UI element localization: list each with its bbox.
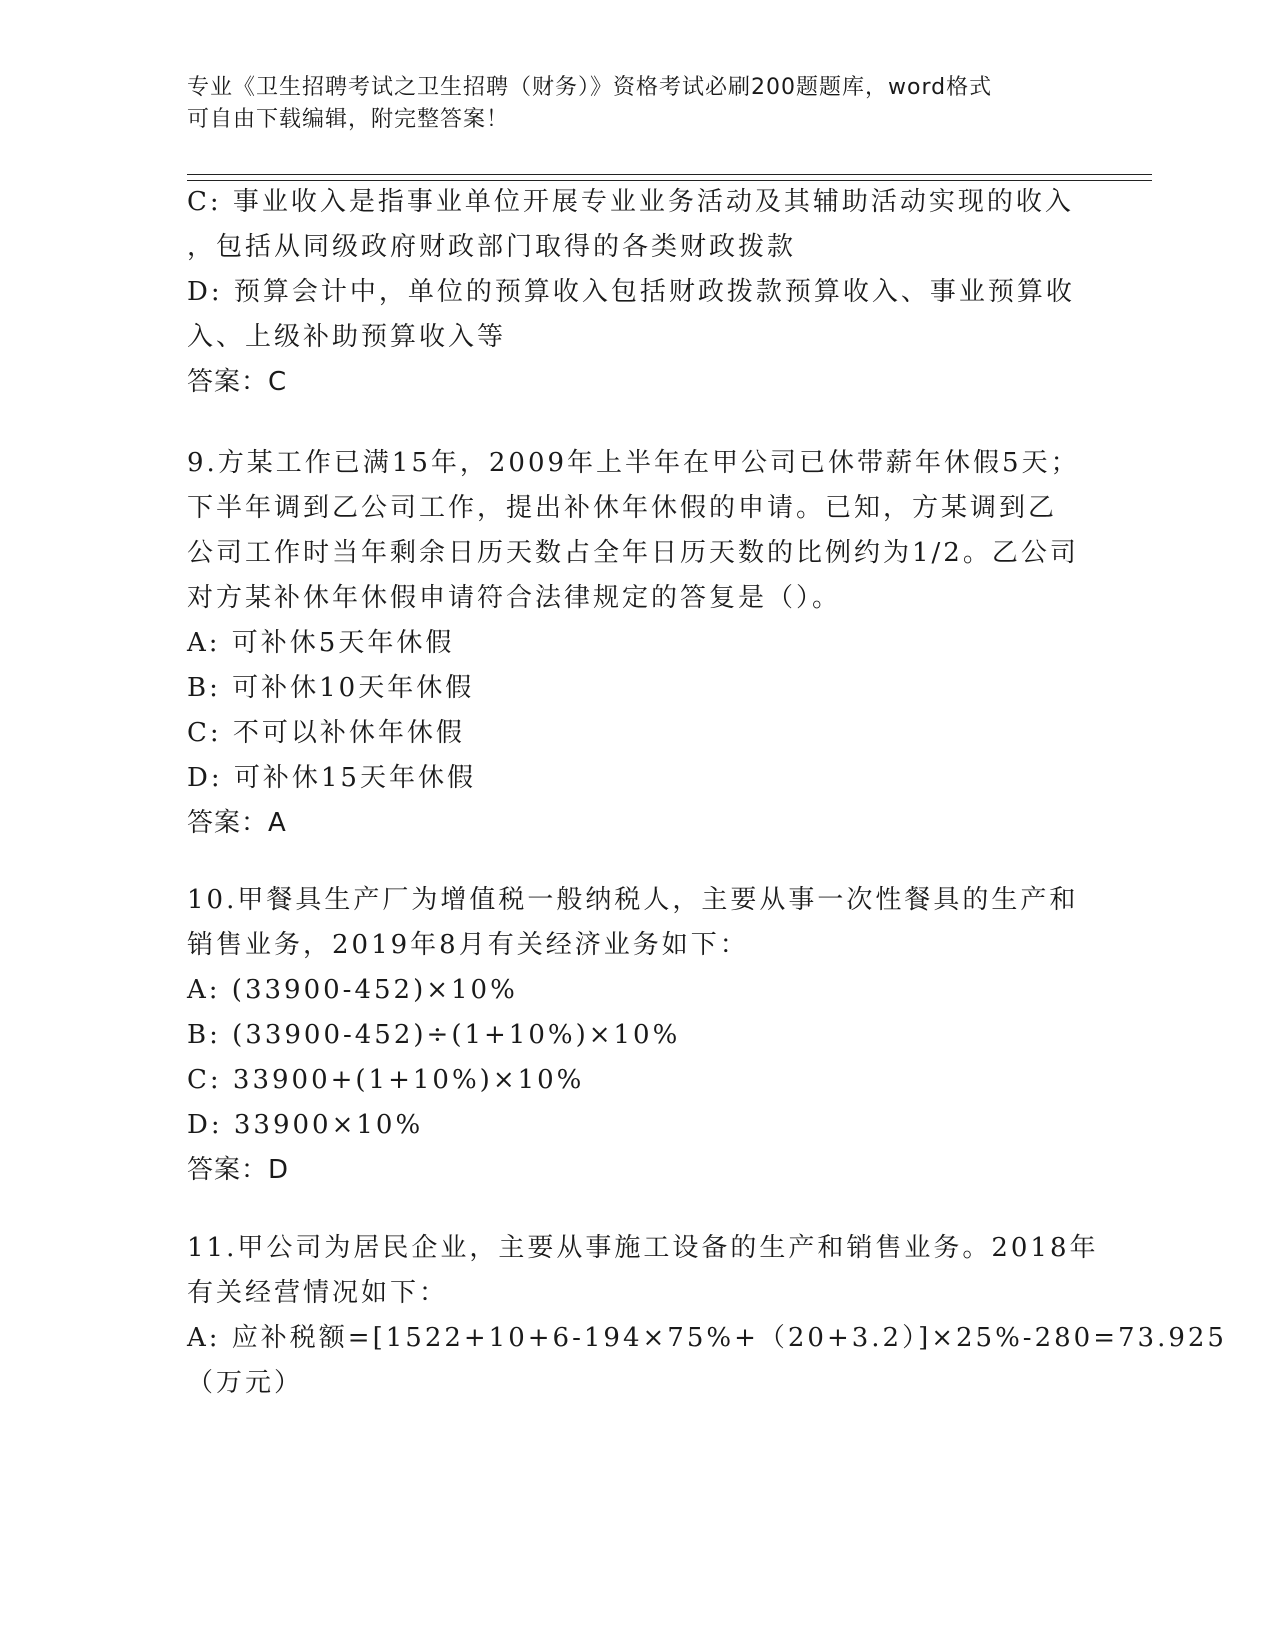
question-9-block <box>187 441 1080 846</box>
q8-option-d-line-1: D: 预算会计中，单位的预算收入包括财政拨款预算收入、事业预算收 <box>187 277 1075 307</box>
q10-option-a: A: (33900-452)×10% <box>187 975 518 1005</box>
q8-option-d-line-2: 入、上级补助预算收入等 <box>187 322 507 352</box>
q9-stem-line-3: 公司工作时当年剩余日历天数占全年日历天数的比例约为1/2。乙公司 <box>187 538 1079 568</box>
q10-stem-line-1: 10.甲餐具生产厂为增值税一般纳税人，主要从事一次性餐具的生产和 <box>187 885 1079 915</box>
q8-option-c-line-2: ，包括从同级政府财政部门取得的各类财政拨款 <box>187 232 797 262</box>
question-10-block <box>187 878 1077 1193</box>
q11-option-a-line-1: A: 应补税额=[1522+10+6-194×75%+（20+3.2）]×25%-280=73.925 <box>187 1323 1227 1353</box>
q10-stem-line-2: 销售业务，2019年8月有关经济业务如下： <box>187 930 749 960</box>
q9-option-d: D: 可补休15天年休假 <box>187 763 476 793</box>
q11-stem-line-2: 有关经营情况如下： <box>187 1278 449 1308</box>
q11-option-a-line-2: （万元） <box>187 1368 304 1398</box>
q9-stem-line-1: 9.方某工作已满15年，2009年上半年在甲公司已休带薪年休假5天； <box>187 448 1080 478</box>
q8-option-c-line-1: C: 事业收入是指事业单位开展专业业务活动及其辅助活动实现的收入 <box>187 187 1074 217</box>
header-divider-top <box>187 174 1152 175</box>
q9-option-b: B: 可补休10天年休假 <box>187 673 475 703</box>
q9-option-c: C: 不可以补休年休假 <box>187 718 465 748</box>
q10-option-d: D: 33900×10% <box>187 1110 424 1140</box>
q10-answer: 答案：D <box>187 1155 290 1185</box>
q9-answer: 答案：A <box>187 808 287 838</box>
question-11-block <box>187 1226 1227 1406</box>
q11-stem-line-1: 11.甲公司为居民企业，主要从事施工设备的生产和销售业务。2018年 <box>187 1233 1099 1263</box>
q9-option-a: A: 可补休5天年休假 <box>187 628 455 658</box>
question-8-block <box>187 180 1077 405</box>
header-title-line-2: 可自由下载编辑，附完整答案！ <box>187 107 510 132</box>
header-title-line-1: 专业《卫生招聘考试之卫生招聘（财务）》资格考试必刷200题题库，word格式 <box>187 75 993 100</box>
document-header <box>187 72 1067 136</box>
q8-answer: 答案：C <box>187 367 288 397</box>
q9-stem-line-2: 下半年调到乙公司工作，提出补休年休假的申请。已知，方某调到乙 <box>187 493 1058 523</box>
q9-stem-line-4: 对方某补休年休假申请符合法律规定的答复是（）。 <box>187 583 842 613</box>
q10-option-b: B: (33900-452)÷(1+10%)×10% <box>187 1020 681 1050</box>
q10-option-c: C: 33900+(1+10%)×10% <box>187 1065 585 1095</box>
